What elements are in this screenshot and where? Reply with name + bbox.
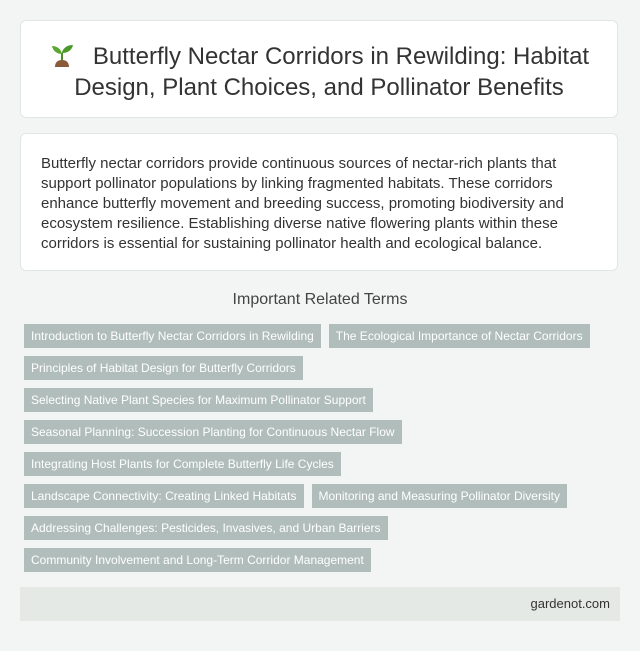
seedling-icon	[49, 41, 75, 67]
term-chip[interactable]: Addressing Challenges: Pesticides, Invasives, and Urban Barriers	[24, 516, 388, 540]
related-terms-heading: Important Related Terms	[232, 291, 408, 308]
footer	[20, 587, 620, 621]
term-chip[interactable]: Seasonal Planning: Succession Planting for Continuous Nectar Flow	[24, 420, 402, 444]
term-chip[interactable]: Landscape Connectivity: Creating Linked Habitats	[24, 484, 304, 508]
term-chip[interactable]: The Ecological Importance of Nectar Corridors	[329, 324, 590, 348]
term-chip[interactable]: Integrating Host Plants for Complete Butterfly Life Cycles	[24, 452, 341, 476]
page-title	[21, 41, 617, 103]
term-chip[interactable]: Selecting Native Plant Species for Maximum Pollinator Support	[24, 388, 373, 412]
term-chip[interactable]: Community Involvement and Long-Term Corridor Management	[24, 548, 371, 572]
term-chip[interactable]: Principles of Habitat Design for Butterfly Corridors	[24, 356, 303, 380]
related-terms-list	[24, 324, 604, 580]
term-chip[interactable]: Introduction to Butterfly Nectar Corridors in Rewilding	[24, 324, 321, 348]
term-chip[interactable]: Monitoring and Measuring Pollinator Diversity	[312, 484, 567, 508]
summary-card	[20, 133, 618, 271]
title-text: Butterfly Nectar Corridors in Rewilding: Habitat Design, Plant Choices, and Pollinator Benefits	[74, 43, 590, 101]
footer-site-link[interactable]: gardenot.com	[530, 596, 610, 611]
header-card	[20, 20, 618, 118]
summary-text: Butterfly nectar corridors provide continuous sources of nectar-rich plants that support pollinator populations by linking fragmented habitats. These corridors enhance butterfly movement and breeding success, promoting biodiversity and ecosystem resilience. Establishing diverse native flowering plants within these corridors is essential for sustaining pollinator health and ecological balance.	[41, 155, 564, 252]
